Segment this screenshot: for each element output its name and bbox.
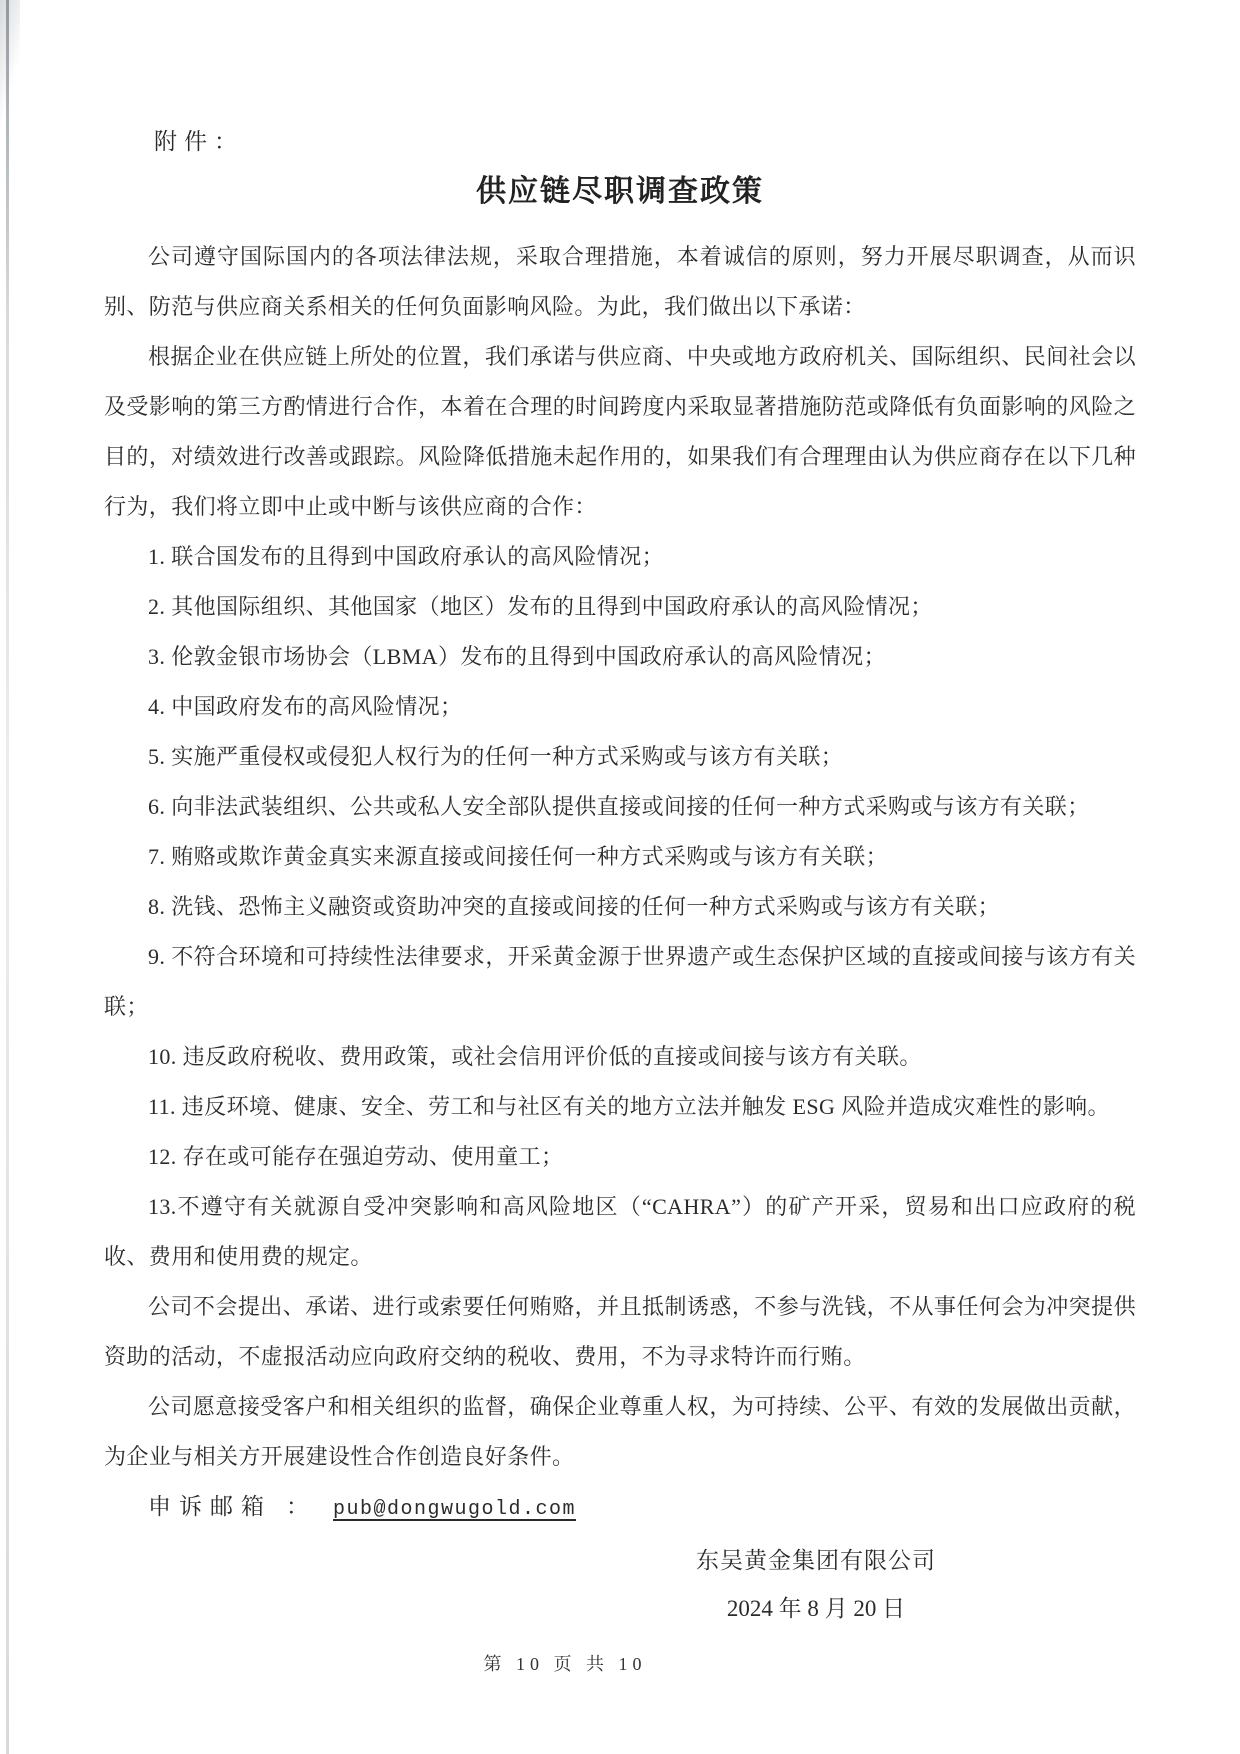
page-number-footer: 第 10 页 共 10 bbox=[483, 1654, 647, 1674]
body-paragraph: 公司愿意接受客户和相关组织的监督，确保企业尊重人权，为可持续、公平、有效的发展做出贡献，为企业与相关方开展建设性合作创造良好条件。 bbox=[104, 1394, 1136, 1469]
complaint-email-label: 申诉邮箱 bbox=[148, 1494, 272, 1519]
body-paragraph: 10. 违反政府税收、费用政策，或社会信用评价低的直接或间接与该方有关联。 bbox=[148, 1044, 922, 1069]
body-paragraph: 13.不遵守有关就源自受冲突影响和高风险地区（“CAHRA”）的矿产开采，贸易和出口应政府的税收、费用和使用费的规定。 bbox=[104, 1194, 1136, 1269]
body-paragraph: 8. 洗钱、恐怖主义融资或资助冲突的直接或间接的任何一种方式采购或与该方有关联； bbox=[148, 894, 1001, 919]
body-paragraph: 公司不会提出、承诺、进行或索要任何贿赂，并且抵制诱惑，不参与洗钱，不从事任何会为冲突提供资助的活动，不虚报活动应向政府交纳的税收、费用，不为寻求特许而行贿。 bbox=[104, 1294, 1136, 1369]
body-paragraph: 1. 联合国发布的且得到中国政府承认的高风险情况； bbox=[148, 544, 665, 569]
body-paragraph: 11. 违反环境、健康、安全、劳工和与社区有关的地方立法并触发 ESG 风险并造成灾难性的影响。 bbox=[148, 1094, 1110, 1119]
scan-edge-artifact bbox=[6, 0, 9, 1754]
body-paragraph: 7. 贿赂或欺诈黄金真实来源直接或间接任何一种方式采购或与该方有关联； bbox=[148, 844, 889, 869]
attachment-label: 附件： bbox=[154, 129, 244, 154]
body-paragraph: 4. 中国政府发布的高风险情况； bbox=[148, 694, 463, 719]
body-paragraph: 根据企业在供应链上所处的位置，我们承诺与供应商、中央或地方政府机关、国际组织、民间社会以及受影响的第三方酌情进行合作，本着在合理的时间跨度内采取显著措施防范或降低有负面影响的风险之目的，对绩效进行改善或跟踪。风险降低措施未起作用的，如果我们有合理理由认为供应商存在以下几种行为，我们将立即中止或中断与该供应商的合作： bbox=[104, 344, 1136, 519]
body-paragraph: 公司遵守国际国内的各项法律法规，采取合理措施，本着诚信的原则，努力开展尽职调查，从而识别、防范与供应商关系相关的任何负面影响风险。为此，我们做出以下承诺： bbox=[104, 244, 1136, 319]
body-paragraph: 12. 存在或可能存在强迫劳动、使用童工； bbox=[148, 1144, 564, 1169]
signature-block bbox=[696, 1537, 936, 1633]
body-paragraph: 3. 伦敦金银市场协会（LBMA）发布的且得到中国政府承认的高风险情况； bbox=[148, 644, 886, 669]
signature-date: 2024 年 8 月 20 日 bbox=[726, 1596, 906, 1621]
body-paragraph: 5. 实施严重侵权或侵犯人权行为的任何一种方式采购或与该方有关联； bbox=[148, 744, 844, 769]
signature-company: 东吴黄金集团有限公司 bbox=[696, 1548, 936, 1573]
body-paragraph: 9. 不符合环境和可持续性法律要求，开采黄金源于世界遗产或生态保护区域的直接或间接与该方有关联； bbox=[104, 944, 1136, 1019]
scan-corner-artifact bbox=[0, 0, 20, 130]
complaint-email-row bbox=[104, 1482, 1136, 1535]
complaint-email-address: pub@dongwugold.com bbox=[333, 1498, 577, 1521]
body-paragraph: 2. 其他国际组织、其他国家（地区）发布的且得到中国政府承认的高风险情况； bbox=[148, 594, 933, 619]
document-body bbox=[104, 232, 1136, 1482]
body-paragraph: 6. 向非法武装组织、公共或私人安全部队提供直接或间接的任何一种方式采购或与该方有关联； bbox=[148, 794, 1090, 819]
document-title: 供应链尽职调查政策 bbox=[476, 175, 764, 208]
complaint-email-colon: ： bbox=[286, 1494, 309, 1519]
